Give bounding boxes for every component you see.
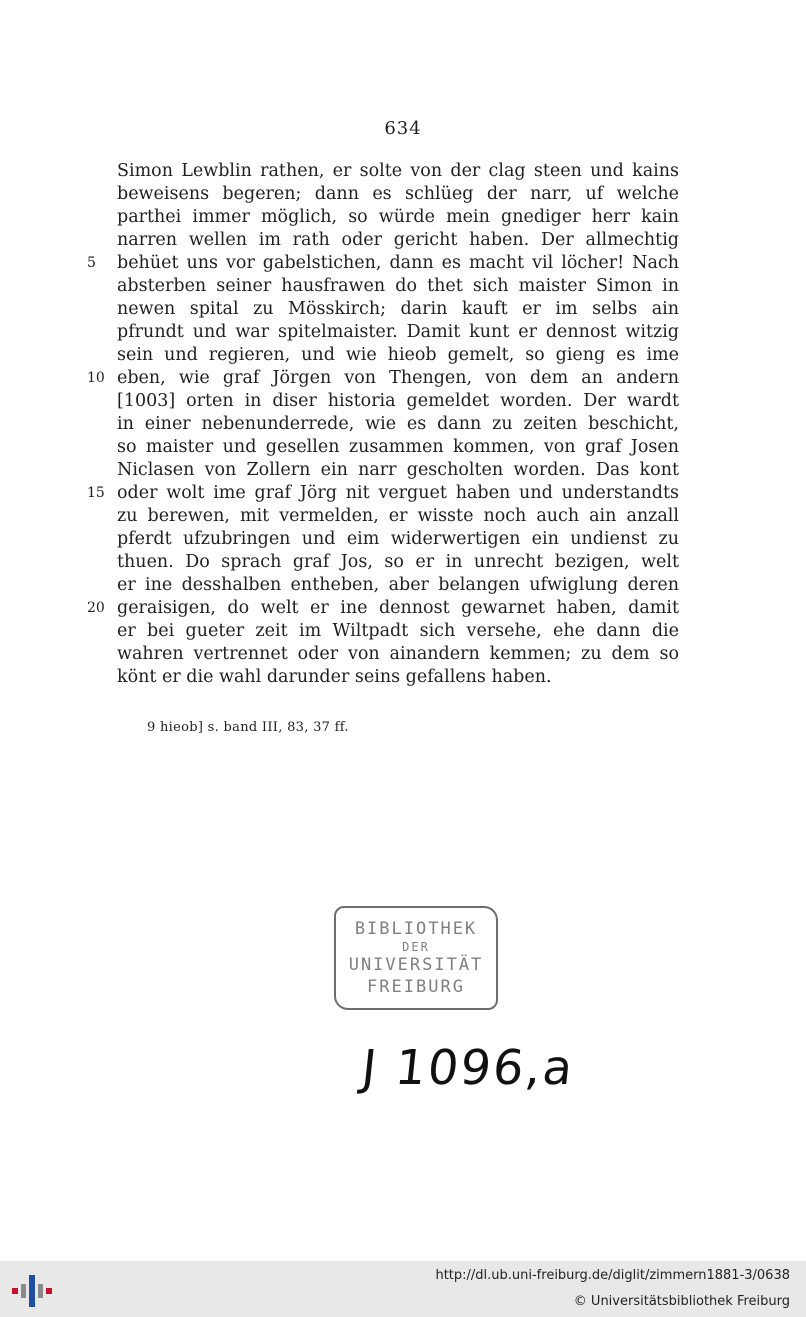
footer-bar xyxy=(0,1261,806,1317)
line-text: sein und regieren, und wie hieob gemelt, so gieng es ime xyxy=(117,345,679,365)
text-line xyxy=(117,183,679,206)
line-text: parthei immer möglich, so würde mein gnediger herr kain xyxy=(117,207,679,227)
text-line xyxy=(117,413,679,436)
text-line xyxy=(117,321,679,344)
line-number: 20 xyxy=(87,600,105,616)
stamp-line-2: DER xyxy=(402,940,430,954)
line-text: er ine desshalben entheben, aber belangen ufwiglung deren xyxy=(117,575,679,595)
library-stamp xyxy=(334,906,498,1010)
line-text: in einer nebenunderrede, wie es dann zu zeiten beschicht, xyxy=(117,414,679,434)
text-line xyxy=(117,344,679,367)
line-number: 10 xyxy=(87,370,105,386)
text-line xyxy=(117,574,679,597)
text-line xyxy=(87,367,679,390)
line-text: oder wolt ime graf Jörg nit verguet haben und understandts xyxy=(117,483,679,503)
text-line xyxy=(117,643,679,666)
line-number: 5 xyxy=(87,255,96,271)
stamp-line-4: FREIBURG xyxy=(367,977,465,997)
line-text: könt er die wahl darunder seins gefallens haben. xyxy=(117,667,552,687)
main-text xyxy=(87,160,679,689)
text-line xyxy=(117,551,679,574)
footer-url-link[interactable]: http://dl.ub.uni-freiburg.de/diglit/zimmern1881-3/0638 xyxy=(435,1268,790,1283)
line-text: Simon Lewblin rathen, er solte von der clag steen und kains xyxy=(117,161,679,181)
line-text: zu berewen, mit vermelden, er wisste noch auch ain anzall xyxy=(117,506,679,526)
line-text: pferdt ufzubringen und eim widerwertigen ein undienst zu xyxy=(117,529,679,549)
line-text: absterben seiner hausfrawen do thet sich maister Simon in xyxy=(117,276,679,296)
line-text: geraisigen, do welt er ine dennost gewarnet haben, damit xyxy=(117,598,679,618)
line-text: beweisens begeren; dann es schlüeg der narr, uf welche xyxy=(117,184,679,204)
line-text: thuen. Do sprach graf Jos, so er in unrecht bezigen, welt xyxy=(117,552,679,572)
line-number: 15 xyxy=(87,485,105,501)
footer-copyright: © Universitätsbibliothek Freiburg xyxy=(573,1294,790,1309)
stamp-line-3: UNIVERSITÄT xyxy=(348,955,484,975)
text-line xyxy=(117,275,679,298)
text-line xyxy=(117,206,679,229)
text-line xyxy=(87,482,679,505)
text-line xyxy=(117,298,679,321)
text-line xyxy=(117,390,679,413)
line-text: narren wellen im rath oder gericht haben. Der allmechtig xyxy=(117,230,679,250)
line-text: wahren vertrennet oder von ainandern kemmen; zu dem so xyxy=(117,644,679,664)
text-line xyxy=(117,666,679,689)
line-text: er bei gueter zeit im Wiltpadt sich versehe, ehe dann die xyxy=(117,621,679,641)
text-line xyxy=(117,229,679,252)
stamp-line-1: BIBLIOTHEK xyxy=(354,919,478,939)
ub-freiburg-logo-icon[interactable] xyxy=(12,1271,52,1311)
text-line xyxy=(117,160,679,183)
text-line xyxy=(117,528,679,551)
line-text: so maister und gesellen zusammen kommen, von graf Josen xyxy=(117,437,679,457)
text-line xyxy=(117,505,679,528)
shelfmark-handwritten: J 1096,a xyxy=(359,1040,578,1096)
line-text: pfrundt und war spitelmaister. Damit kunt er dennost witzig xyxy=(117,322,679,342)
line-text: [1003] orten in diser historia gemeldet worden. Der wardt xyxy=(117,391,679,411)
text-line xyxy=(117,620,679,643)
footnote: 9 hieob] s. band III, 83, 37 ff. xyxy=(147,720,349,735)
line-text: eben, wie graf Jörgen von Thengen, von dem an andern xyxy=(117,368,679,388)
line-text: behüet uns vor gabelstichen, dann es macht vil löcher! Nach xyxy=(117,253,679,273)
page-number: 634 xyxy=(384,118,422,139)
line-text: newen spital zu Mösskirch; darin kauft er im selbs ain xyxy=(117,299,679,319)
text-line xyxy=(117,436,679,459)
text-line xyxy=(117,459,679,482)
text-line xyxy=(87,252,679,275)
line-text: Niclasen von Zollern ein narr gescholten worden. Das kont xyxy=(117,460,679,480)
text-line xyxy=(87,597,679,620)
